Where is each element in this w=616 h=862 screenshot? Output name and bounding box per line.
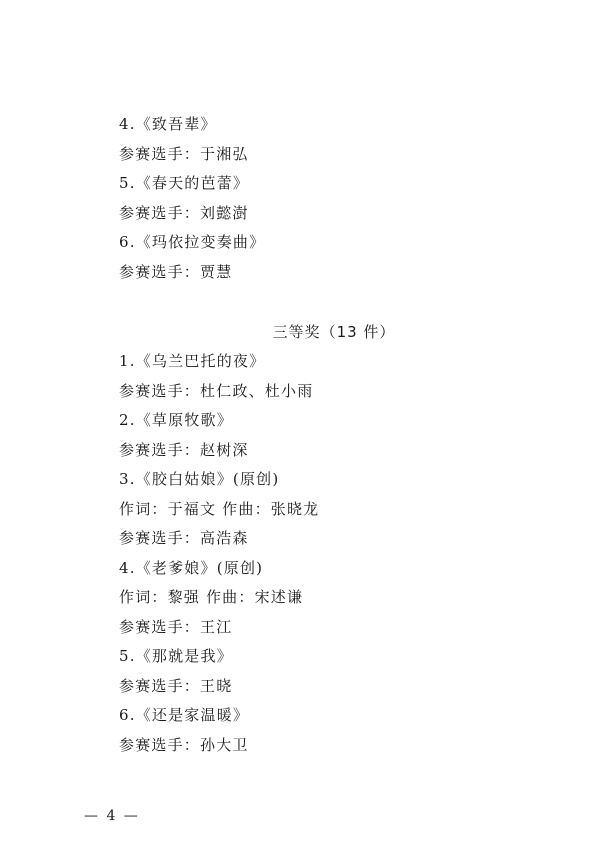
entry-title: 5.《春天的芭蕾》 [119, 174, 250, 192]
page-number: — 4 — [84, 808, 140, 824]
section-spacer [119, 287, 559, 317]
entry-contestant: 参赛选手：赵树深 [119, 440, 249, 459]
section-heading-third-prize: 三等奖（13 件） [272, 323, 396, 341]
entry-contestant: 参赛选手：刘懿澍 [119, 203, 249, 222]
entry-contestant: 参赛选手：高浩森 [119, 529, 249, 547]
entry-title: 6.《还是家温暖》 [119, 706, 250, 724]
entry-title: 5.《那就是我》 [119, 647, 233, 665]
entry-title: 6.《玛依拉变奏曲》 [119, 233, 266, 251]
entry-title: 4.《老爹娘》(原创) [119, 558, 264, 577]
entry-contestant: 参赛选手：孙大卫 [119, 735, 249, 754]
entry-credits: 作词：黎强 作曲：宋述谦 [119, 588, 304, 606]
entry-contestant: 参赛选手：于湘弘 [119, 144, 249, 163]
entry-contestant: 参赛选手：杜仁政、杜小雨 [119, 381, 314, 400]
entry-contestant: 参赛选手：王江 [119, 617, 233, 636]
entry-title: 1.《乌兰巴托的夜》 [119, 352, 266, 370]
entry-title: 2.《草原牧歌》 [119, 411, 233, 429]
entry-title: 4.《致吾辈》 [119, 115, 217, 133]
entry-contestant: 参赛选手：王晓 [119, 676, 233, 695]
entry-contestant: 参赛选手：贾慧 [119, 262, 233, 281]
entry-credits: 作词：于福文 作曲：张晓龙 [119, 499, 320, 518]
entry-title: 3.《胶白姑娘》(原创) [119, 470, 280, 488]
content-body [119, 110, 559, 760]
